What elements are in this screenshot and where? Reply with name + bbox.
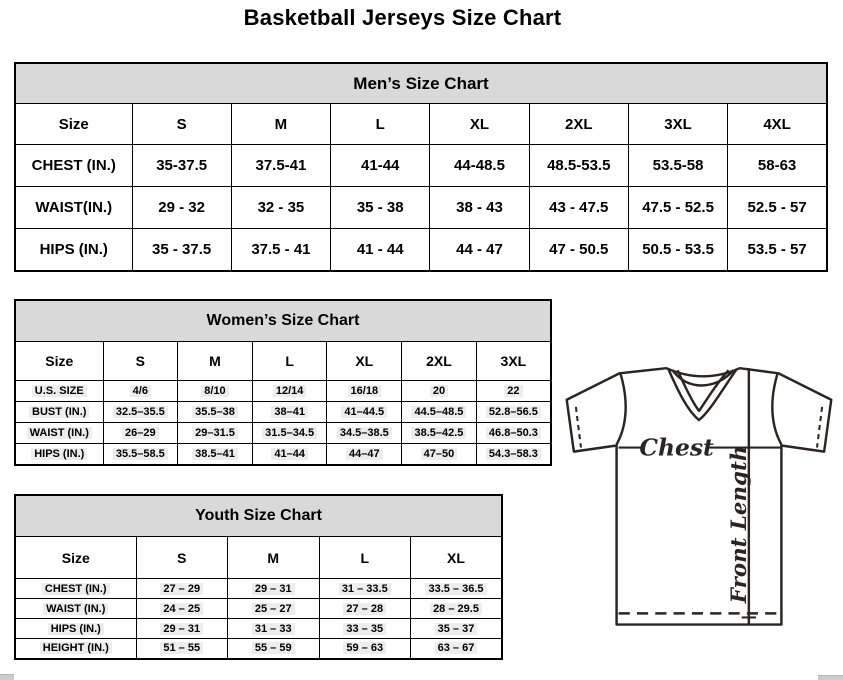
mens-col-header: S: [132, 104, 231, 145]
youth-cell: 35 – 37: [411, 619, 503, 639]
mens-cell: 53.5-58: [628, 145, 727, 187]
womens-row-label: WAIST (IN.): [15, 423, 103, 444]
youth-cell: 63 – 67: [411, 639, 503, 659]
womens-cell: 44–47: [327, 444, 402, 465]
youth-cell: 27 – 29: [136, 579, 228, 599]
left-cuff-dashed-line: [576, 407, 581, 448]
mens-cell: 52.5 - 57: [728, 187, 827, 229]
youth-cell: 51 – 55: [136, 639, 228, 659]
mens-col-header: 4XL: [728, 104, 827, 145]
youth-cell: 25 – 27: [228, 599, 320, 619]
womens-cell: 52.8–56.5: [476, 402, 551, 423]
womens-cell: 31.5–34.5: [252, 423, 327, 444]
youth-table-title: Youth Size Chart: [15, 495, 502, 537]
mens-cell: 43 - 47.5: [529, 187, 628, 229]
left-shoulder-seam: [617, 374, 626, 444]
youth-size-table: [14, 494, 503, 660]
youth-cell: 31 – 33: [228, 619, 320, 639]
womens-size-table: [14, 299, 552, 466]
scrollbar-fragment-right[interactable]: [818, 675, 843, 680]
youth-cell: 55 – 59: [228, 639, 320, 659]
youth-cell: 31 – 33.5: [319, 579, 411, 599]
womens-cell: 38.5–42.5: [402, 423, 477, 444]
jersey-diagram: [556, 357, 843, 649]
womens-cell: 34.5–38.5: [327, 423, 402, 444]
womens-cell: 41–44.5: [327, 402, 402, 423]
mens-col-header: 2XL: [529, 104, 628, 145]
youth-cell: 33 – 35: [319, 619, 411, 639]
chest-label: Chest: [639, 433, 714, 462]
right-shoulder-seam: [772, 374, 781, 444]
womens-cell: 47–50: [402, 444, 477, 465]
youth-col-header: S: [136, 537, 228, 579]
womens-cell: 32.5–35.5: [103, 402, 178, 423]
womens-cell: 4/6: [103, 381, 178, 402]
mens-cell: 47 - 50.5: [529, 229, 628, 271]
youth-row-label: WAIST (IN.): [15, 599, 136, 619]
mens-cell: 47.5 - 52.5: [628, 187, 727, 229]
youth-cell: 24 – 25: [136, 599, 228, 619]
mens-cell: 58-63: [728, 145, 827, 187]
womens-col-header: L: [252, 342, 327, 381]
womens-cell: 35.5–58.5: [103, 444, 178, 465]
mens-table-title: Men’s Size Chart: [15, 63, 827, 104]
mens-size-label: Size: [15, 104, 132, 145]
womens-cell: 38–41: [252, 402, 327, 423]
youth-cell: 28 – 29.5: [411, 599, 503, 619]
mens-cell: 44 - 47: [430, 229, 529, 271]
womens-col-header: 2XL: [402, 342, 477, 381]
womens-cell: 44.5–48.5: [402, 402, 477, 423]
womens-cell: 46.8–50.3: [476, 423, 551, 444]
womens-cell: 16/18: [327, 381, 402, 402]
mens-cell: 35-37.5: [132, 145, 231, 187]
front-length-label: Front Length: [726, 445, 752, 604]
youth-col-header: M: [228, 537, 320, 579]
mens-row-label: WAIST(IN.): [15, 187, 132, 229]
mens-cell: 44-48.5: [430, 145, 529, 187]
mens-row-label: HIPS (IN.): [15, 229, 132, 271]
womens-cell: 29–31.5: [178, 423, 253, 444]
youth-row-label: HIPS (IN.): [15, 619, 136, 639]
womens-row-label: BUST (IN.): [15, 402, 103, 423]
mens-cell: 48.5-53.5: [529, 145, 628, 187]
womens-table-title: Women’s Size Chart: [15, 300, 551, 342]
mens-cell: 37.5 - 41: [231, 229, 330, 271]
mens-cell: 37.5-41: [231, 145, 330, 187]
mens-cell: 53.5 - 57: [728, 229, 827, 271]
scrollbar-fragment-left[interactable]: [0, 674, 14, 680]
mens-col-header: 3XL: [628, 104, 727, 145]
youth-row-label: HEIGHT (IN.): [15, 639, 136, 659]
mens-cell: 41 - 44: [331, 229, 430, 271]
right-cuff-dashed-line: [817, 407, 822, 448]
youth-cell: 27 – 28: [319, 599, 411, 619]
mens-size-table: [14, 62, 828, 272]
mens-cell: 41-44: [331, 145, 430, 187]
womens-cell: 38.5–41: [178, 444, 253, 465]
mens-cell: 35 - 37.5: [132, 229, 231, 271]
womens-col-header: XL: [327, 342, 402, 381]
womens-row-label: U.S. SIZE: [15, 381, 103, 402]
youth-cell: 59 – 63: [319, 639, 411, 659]
mens-cell: 32 - 35: [231, 187, 330, 229]
womens-cell: 54.3–58.3: [476, 444, 551, 465]
youth-cell: 33.5 – 36.5: [411, 579, 503, 599]
womens-col-header: M: [178, 342, 253, 381]
page-title: Basketball Jerseys Size Chart: [243, 5, 562, 30]
womens-cell: 26–29: [103, 423, 178, 444]
youth-cell: 29 – 31: [136, 619, 228, 639]
mens-cell: 35 - 38: [331, 187, 430, 229]
mens-cell: 38 - 43: [430, 187, 529, 229]
mens-row-label: CHEST (IN.): [15, 145, 132, 187]
youth-cell: 29 – 31: [228, 579, 320, 599]
womens-col-header: 3XL: [476, 342, 551, 381]
mens-cell: 29 - 32: [132, 187, 231, 229]
womens-col-header: S: [103, 342, 178, 381]
womens-cell: 8/10: [178, 381, 253, 402]
womens-cell: 41–44: [252, 444, 327, 465]
youth-size-label: Size: [15, 537, 136, 579]
womens-cell: 20: [402, 381, 477, 402]
youth-col-header: L: [319, 537, 411, 579]
youth-row-label: CHEST (IN.): [15, 579, 136, 599]
womens-cell: 22: [476, 381, 551, 402]
womens-row-label: HIPS (IN.): [15, 444, 103, 465]
mens-col-header: L: [331, 104, 430, 145]
jersey-outline-shape: [567, 368, 832, 624]
womens-cell: 35.5–38: [178, 402, 253, 423]
mens-col-header: M: [231, 104, 330, 145]
womens-cell: 12/14: [252, 381, 327, 402]
youth-col-header: XL: [411, 537, 503, 579]
mens-cell: 50.5 - 53.5: [628, 229, 727, 271]
womens-size-label: Size: [15, 342, 103, 381]
mens-col-header: XL: [430, 104, 529, 145]
